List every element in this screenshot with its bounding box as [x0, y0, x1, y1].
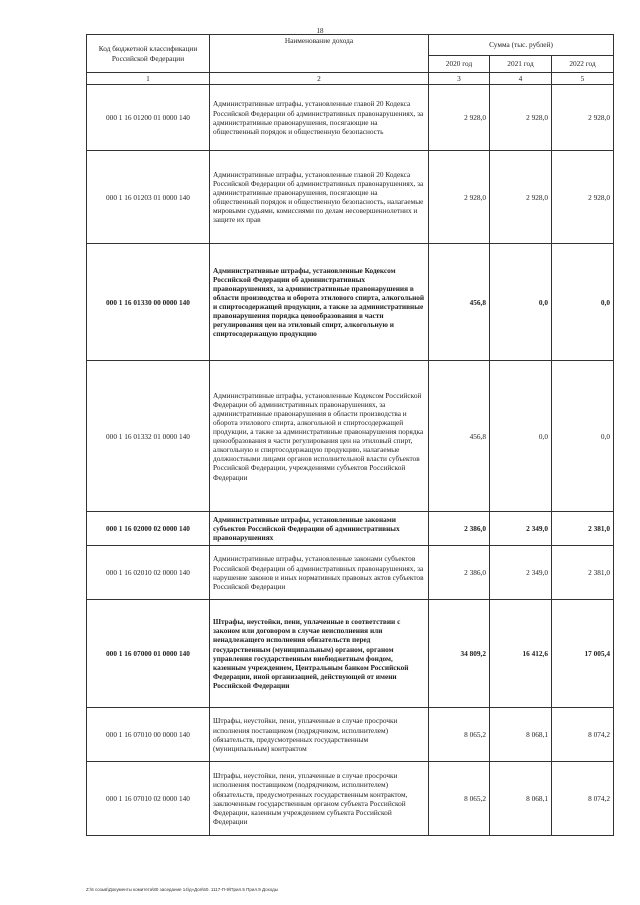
- row-value-2021: 2 349,0: [490, 512, 552, 546]
- header-year-2022: 2022 год: [552, 56, 614, 73]
- row-value-2022: 2 381,0: [552, 512, 614, 546]
- table-row: [87, 85, 614, 151]
- row-value-2020: 8 065,2: [429, 762, 490, 836]
- row-value-2020: 8 065,2: [429, 708, 490, 762]
- row-code: 000 1 16 01330 00 0000 140: [87, 244, 210, 361]
- row-code: 000 1 16 07010 02 0000 140: [87, 762, 210, 836]
- revenue-table: [86, 34, 614, 836]
- table-row: [87, 762, 614, 836]
- row-value-2022: 2 928,0: [552, 151, 614, 244]
- row-name: Административные штрафы, установленные главой 20 Кодекса Российской Федерации об административных правонарушениях, за административные правонарушения, посягающие на общественный порядок и общественную безопасность, налагаемые мировыми судьями, комиссиями по делам несовершеннолетних и защите их прав: [210, 151, 429, 244]
- row-value-2021: 0,0: [490, 361, 552, 512]
- row-value-2022: 0,0: [552, 244, 614, 361]
- row-value-2021: 2 928,0: [490, 85, 552, 151]
- row-name: Штрафы, неустойки, пени, уплаченные в случае просрочки исполнения поставщиком (подрядчиком, исполнителем) обязательств, предусмотренных государственным (муниципальным) контрактом: [210, 708, 429, 762]
- row-value-2022: 0,0: [552, 361, 614, 512]
- row-value-2022: 2 381,0: [552, 546, 614, 600]
- header-sum: Сумма (тыс. рублей): [429, 35, 614, 56]
- row-value-2022: 8 074,2: [552, 762, 614, 836]
- header-code: Код бюджетной классификации Российской Федерации: [87, 35, 210, 73]
- row-code: 000 1 16 02000 02 0000 140: [87, 512, 210, 546]
- header-year-2020: 2020 год: [429, 56, 490, 73]
- row-code: 000 1 16 01200 01 0000 140: [87, 85, 210, 151]
- row-value-2020: 2 386,0: [429, 546, 490, 600]
- row-value-2021: 0,0: [490, 244, 552, 361]
- row-code: 000 1 16 07000 01 0000 140: [87, 600, 210, 708]
- row-value-2021: 8 068,1: [490, 762, 552, 836]
- row-name: Административные штрафы, установленные главой 20 Кодекса Российской Федерации об административных правонарушениях, за административные правонарушения, посягающие на общественный порядок и общественную безопасность: [210, 85, 429, 151]
- row-name: Административные штрафы, установленные Кодексом Российской Федерации об административных правонарушениях, за административные правонарушения в области производства и оборота этилового спирта, алкогольной и спиртосодержащей продукции, а также за административные правонарушения порядка ценообразования в части регулирования цен на этиловый спирт, алкогольную и спиртосодержащую продукцию, налагаемые должностными лицами органов исполнительной власти субъектов Российской Федерации, учреждениями субъектов Российской Федерации: [210, 361, 429, 512]
- table-row: [87, 546, 614, 600]
- row-value-2022: 8 074,2: [552, 708, 614, 762]
- table-row: [87, 600, 614, 708]
- row-value-2020: 2 928,0: [429, 85, 490, 151]
- row-code: 000 1 16 02010 02 0000 140: [87, 546, 210, 600]
- row-value-2021: 16 412,6: [490, 600, 552, 708]
- row-name: Административные штрафы, установленные законами субъектов Российской Федерации об административных правонарушениях: [210, 512, 429, 546]
- column-index-3: 3: [429, 73, 490, 85]
- footer-file-path: Z:\6 созыв\Документы комитета\80 заседание 14\д«Доп\60. 1117-П-9\Прил.5 Прил.9 Доходы: [86, 887, 279, 892]
- row-value-2021: 8 068,1: [490, 708, 552, 762]
- table-row: [87, 708, 614, 762]
- row-code: 000 1 16 07010 00 0000 140: [87, 708, 210, 762]
- row-value-2022: 2 928,0: [552, 85, 614, 151]
- row-value-2020: 456,8: [429, 361, 490, 512]
- column-index-5: 5: [552, 73, 614, 85]
- table-row: [87, 512, 614, 546]
- column-index-2: 2: [210, 73, 429, 85]
- row-value-2020: 2 928,0: [429, 151, 490, 244]
- row-name: Административные штрафы, установленные законами субъектов Российской Федерации об административных правонарушениях, за нарушение законов и иных нормативных правовых актов субъектов Российской Федерации: [210, 546, 429, 600]
- table-body: [87, 85, 614, 836]
- row-code: 000 1 16 01203 01 0000 140: [87, 151, 210, 244]
- table-row: [87, 151, 614, 244]
- row-value-2021: 2 928,0: [490, 151, 552, 244]
- page-number: 18: [316, 27, 324, 35]
- row-name: Штрафы, неустойки, пени, уплаченные в соответствии с законом или договором в случае неисполнения или ненадлежащего исполнения обязательств перед государственным (муниципальным) органом, органом управления государственным внебюджетным фондом, казенным учреждением, Центральным банком Российской Федерации, иной организацией, действующей от имени Российской Федерации: [210, 600, 429, 708]
- row-name: Штрафы, неустойки, пени, уплаченные в случае просрочки исполнения поставщиком (подрядчиком, исполнителем) обязательств, предусмотренных государственным контрактом, заключенным государственным органом субъекта Российской Федерации, казенным учреждением субъекта Российской Федерации: [210, 762, 429, 836]
- row-value-2021: 2 349,0: [490, 546, 552, 600]
- table-row: [87, 361, 614, 512]
- row-value-2020: 2 386,0: [429, 512, 490, 546]
- table-row: [87, 244, 614, 361]
- column-index-4: 4: [490, 73, 552, 85]
- row-value-2022: 17 005,4: [552, 600, 614, 708]
- header-name: Наименование дохода: [210, 35, 429, 73]
- row-value-2020: 34 809,2: [429, 600, 490, 708]
- row-value-2020: 456,8: [429, 244, 490, 361]
- row-name: Административные штрафы, установленные Кодексом Российской Федерации об административных правонарушениях, за административные правонарушения в области производства и оборота этилового спирта, алкогольной и спиртосодержащей продукции, а также за административные правонарушения порядка ценообразования в части регулирования цен на этиловый спирт, алкогольную и спиртосодержащую продукцию: [210, 244, 429, 361]
- column-index-1: 1: [87, 73, 210, 85]
- header-year-2021: 2021 год: [490, 56, 552, 73]
- row-code: 000 1 16 01332 01 0000 140: [87, 361, 210, 512]
